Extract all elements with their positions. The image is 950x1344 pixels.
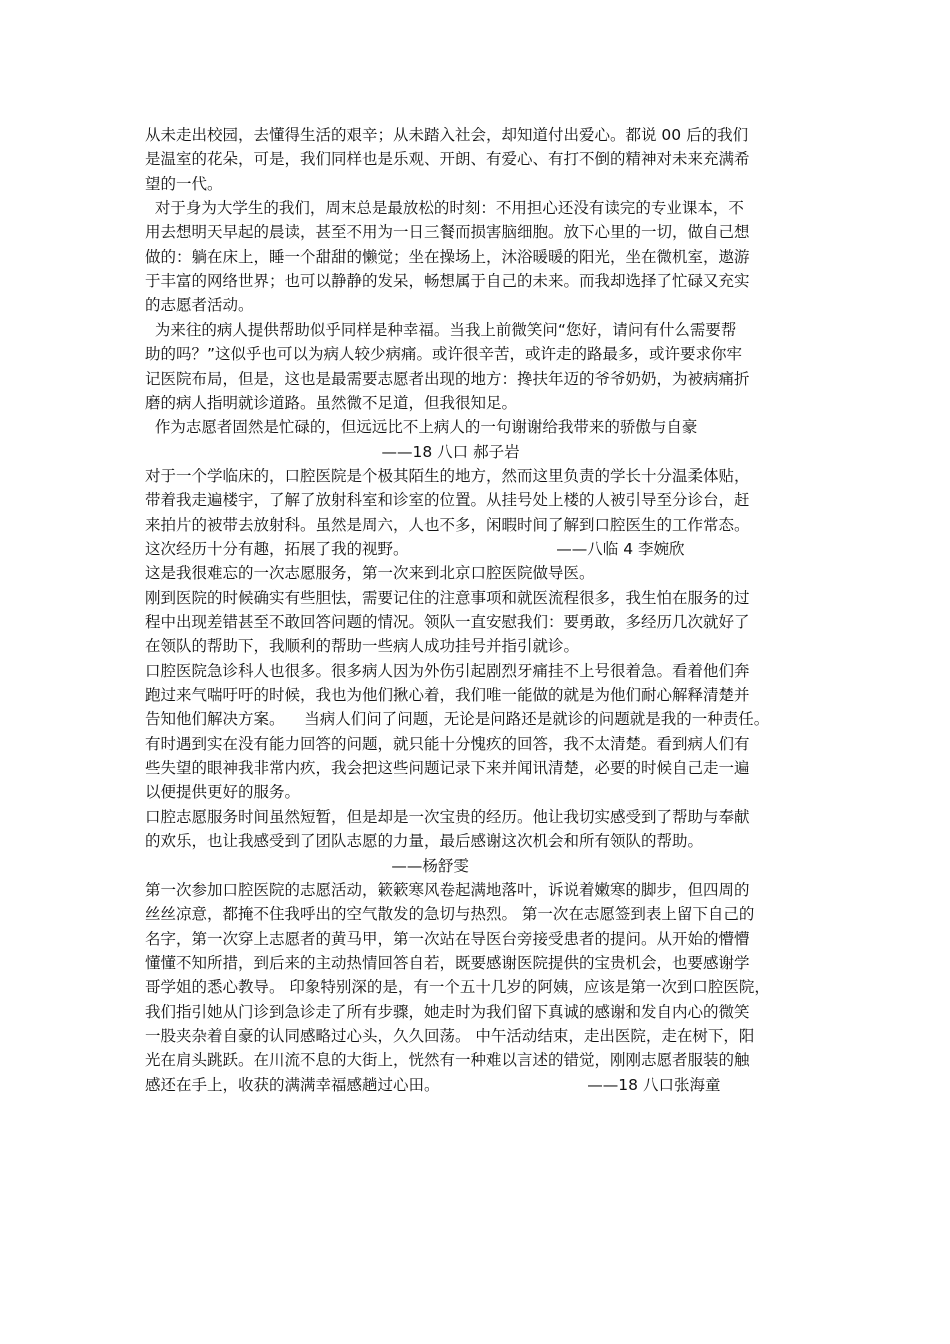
text-line: 从未走出校园，去懂得生活的艰辛；从未踏入社会，却知道付出爱心。都说 00 后的我们 <box>145 126 749 144</box>
text-line: 这次经历十分有趣，拓展了我的视野。 ——八临 4 李婉欣 <box>145 539 685 558</box>
text-line: 对于一个学临床的，口腔医院是个极其陌生的地方，然而这里负责的学长十分温柔体贴， <box>145 466 750 485</box>
text-line: 懂懂不知所措，到后来的主动热情回答自若，既要感谢医院提供的宝贵机会，也要感谢学 <box>145 953 750 972</box>
text-line: 望的一代。 <box>145 174 223 193</box>
text-line: 感还在手上，收获的满满幸福感趟过心田。 ——18 八口张海童 <box>145 1075 721 1094</box>
text-line: 记医院布局，但是，这也是最需要志愿者出现的地方：搀扶年迈的爷爷奶奶，为被病痛折 <box>145 369 750 388</box>
text-line: 刚到医院的时候确实有些胆怯，需要记住的注意事项和就医流程很多，我生怕在服务的过 <box>145 588 750 607</box>
text-line: 有时遇到实在没有能力回答的问题，就只能十分愧疚的回答，我不太清楚。看到病人们有 <box>145 734 750 753</box>
text-line: 用去想明天早起的晨读，甚至不用为一日三餐而损害脑细胞。放下心里的一切，做自己想 <box>145 223 750 242</box>
text-line: 在领队的帮助下，我顺利的帮助一些病人成功挂号并指引就诊。 <box>145 637 580 656</box>
text-line: 哥学姐的悉心教导。 印象特别深的是，有一个五十几岁的阿姨，应该是第一次到口腔医院， <box>145 978 770 997</box>
text-line: 磨的病人指明就诊道路。虽然微不足道，但我很知足。 <box>145 393 518 412</box>
text-line: 作为志愿者固然是忙碌的，但远远比不上病人的一句谢谢给我带来的骄傲与自豪 <box>145 418 698 437</box>
text-line: 一股夹杂着自豪的认同感略过心头，久久回荡。 中午活动结束，走出医院，走在树下，阳 <box>145 1026 755 1045</box>
text-line: 口腔志愿服务时间虽然短暂，但是却是一次宝贵的经历。他让我切实感受到了帮助与奉献 <box>145 807 750 826</box>
text-line: 来拍片的被带去放射科。虽然是周六，人也不多，闲暇时间了解到口腔医生的工作常态。 <box>145 515 750 534</box>
text-line: ——杨舒雯 <box>145 856 469 875</box>
text-line: ——18 八口 郝子岩 <box>145 442 520 461</box>
text-line: 告知他们解决方案。 当病人们问了问题，无论是问路还是就诊的问题就是我的一种责任。 <box>145 710 770 729</box>
text-line: 为来往的病人提供帮助似乎同样是种幸福。当我上前微笑问“您好，请问有什么需要帮 <box>145 320 737 339</box>
text-line: 这是我很难忘的一次志愿服务，第一次来到北京口腔医院做导医。 <box>145 564 595 583</box>
text-line: 程中出现差错甚至不敢回答问题的情况。领队一直安慰我们：要勇敢，多经历几次就好了 <box>145 613 750 631</box>
text-line: 光在肩头跳跃。在川流不息的大街上，恍然有一种难以言述的错觉，刚刚志愿者服装的触 <box>145 1051 750 1070</box>
text-line: 的欢乐，也让我感受到了团队志愿的力量，最后感谢这次机会和所有领队的帮助。 <box>145 832 704 851</box>
text-line: 名字，第一次穿上志愿者的黄马甲，第一次站在导医台旁接受患者的提问。从开始的懵懵 <box>145 929 750 948</box>
text-line: 口腔医院急诊科人也很多。很多病人因为外伤引起剧烈牙痛挂不上号很着急。看着他们奔 <box>145 661 750 680</box>
text-line: 助的吗？”这似乎也可以为病人较少病痛。或许很辛苦，或许走的路最多，或许要求你牢 <box>145 345 743 364</box>
text-line: 带着我走遍楼宇，了解了放射科室和诊室的位置。从挂号处上楼的人被引导至分诊台，赶 <box>145 491 750 510</box>
text-line: 跑过来气喘吁吁的时候，我也为他们揪心着，我们唯一能做的就是为他们耐心解释清楚并 <box>145 686 750 705</box>
text-line: 于丰富的网络世界；也可以静静的发呆，畅想属于自己的未来。而我却选择了忙碌又充实 <box>145 272 750 291</box>
text-line: 对于身为大学生的我们，周末总是最放松的时刻：不用担心还没有读完的专业课本，不 <box>145 199 744 218</box>
text-line: 以便提供更好的服务。 <box>145 783 301 802</box>
text-line: 些失望的眼神我非常内疚，我会把这些问题记录下来并闻讯清楚，必要的时候自己走一遍 <box>145 759 750 778</box>
text-line: 做的：躺在床上，睡一个甜甜的懒觉；坐在操场上，沐浴暖暖的阳光，坐在微机室，遨游 <box>145 247 750 266</box>
text-line: 的志愿者活动。 <box>145 296 254 315</box>
text-line: 是温室的花朵，可是，我们同样也是乐观、开朗、有爱心、有打不倒的精神对未来充满希 <box>145 150 750 169</box>
text-line: 丝丝凉意，都掩不住我呼出的空气散发的急切与热烈。 第一次在志愿签到表上留下自己的 <box>145 905 755 924</box>
text-line: 我们指引她从门诊到急诊走了所有步骤，她走时为我们留下真诚的感谢和发自内心的微笑 <box>145 1002 750 1021</box>
text-line: 第一次参加口腔医院的志愿活动，簌簌寒风卷起满地落叶，诉说着嫩寒的脚步，但四周的 <box>145 880 750 899</box>
